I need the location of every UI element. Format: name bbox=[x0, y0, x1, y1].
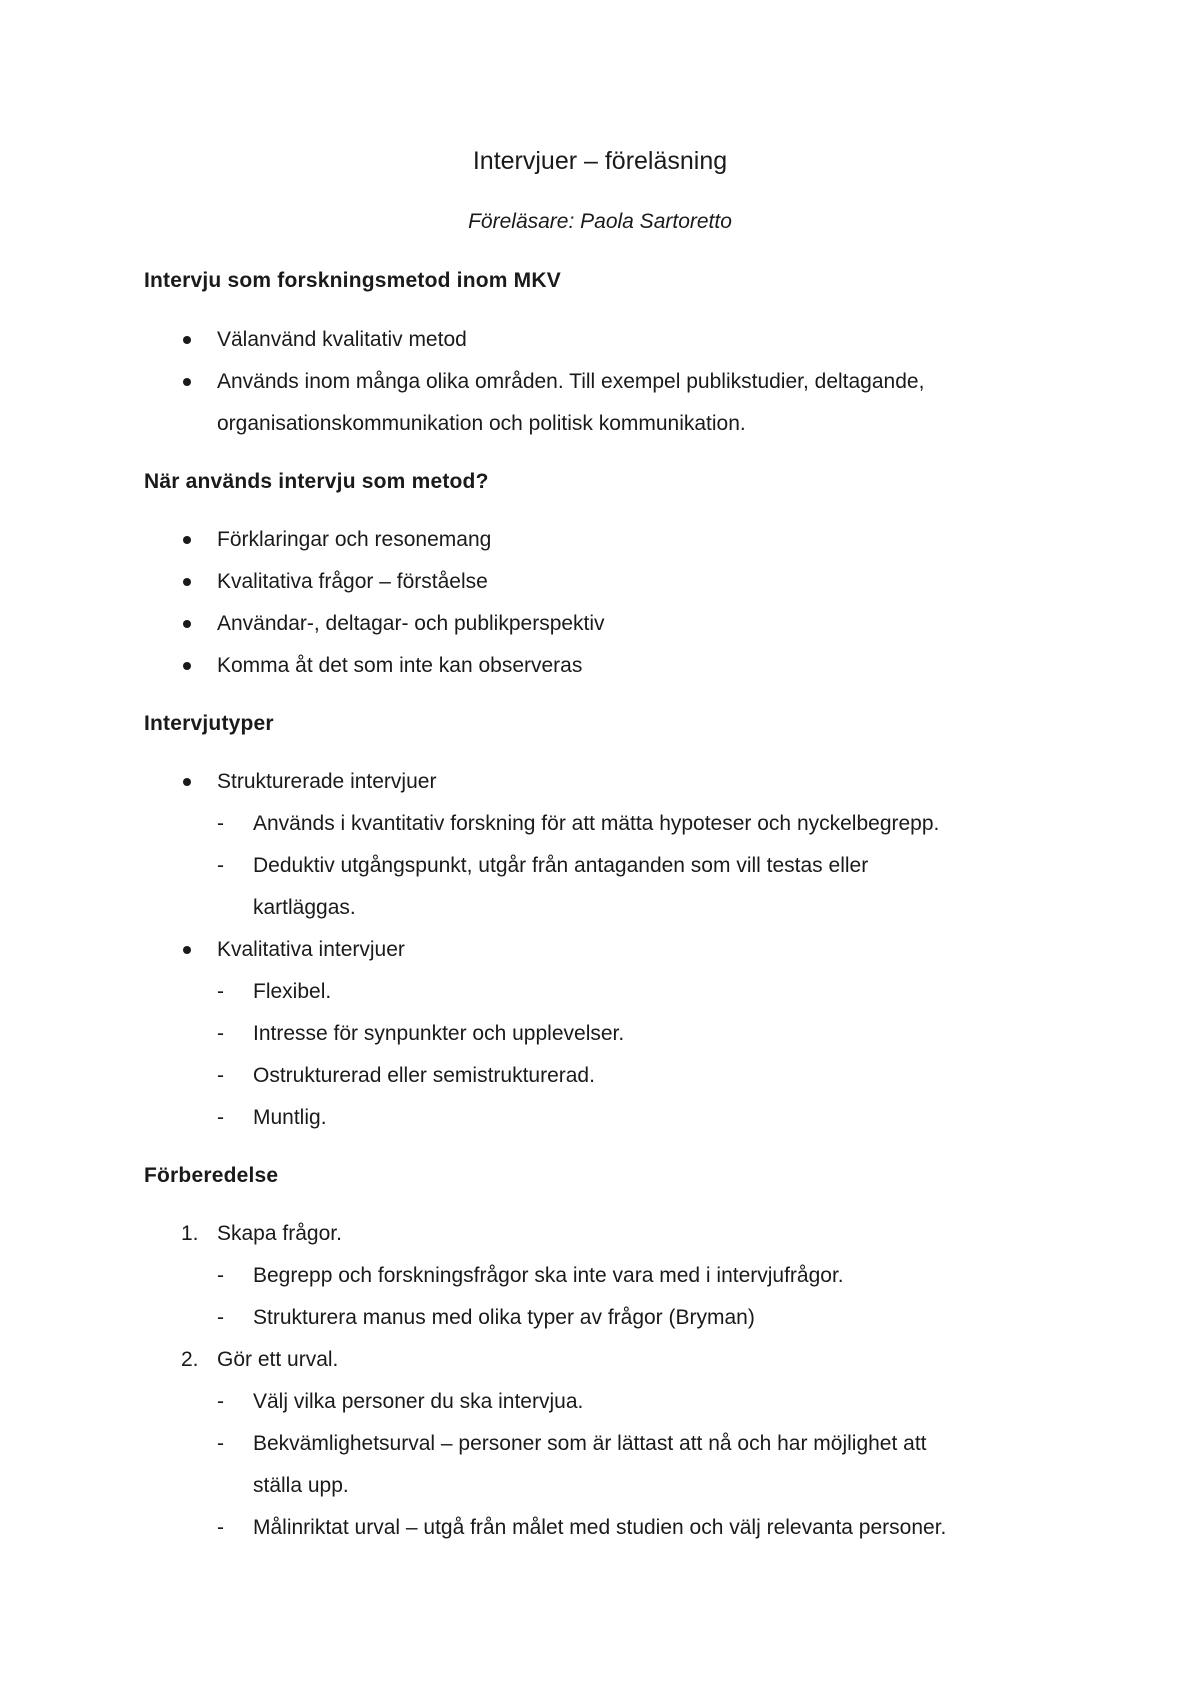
bullet-dot-icon bbox=[183, 336, 191, 344]
bullet-dot-icon bbox=[183, 378, 191, 386]
document-title: Intervjuer – föreläsning bbox=[472, 147, 728, 175]
sub-list-item-continuation: ställa upp. bbox=[253, 1474, 349, 1497]
section-heading-when: När används intervju som metod? bbox=[144, 470, 489, 493]
list-item-continuation: organisationskommunikation och politisk kommunikation. bbox=[217, 412, 746, 435]
sub-list-item: Muntlig. bbox=[253, 1106, 327, 1129]
bullet-dot-icon bbox=[183, 578, 191, 586]
dash-marker: - bbox=[217, 1390, 224, 1413]
list-item: Kvalitativa intervjuer bbox=[217, 938, 405, 961]
sub-list-item: Strukturera manus med olika typer av frågor (Bryman) bbox=[253, 1306, 755, 1329]
sub-list-item: Välj vilka personer du ska intervjua. bbox=[253, 1390, 584, 1413]
bullet-dot-icon bbox=[183, 946, 191, 954]
list-item: Strukturerade intervjuer bbox=[217, 770, 437, 793]
numbered-list-item: Skapa frågor. bbox=[217, 1222, 342, 1245]
dash-marker: - bbox=[217, 812, 224, 835]
sub-list-item-continuation: kartläggas. bbox=[253, 896, 356, 919]
sub-list-item: Används i kvantitativ forskning för att mätta hypoteser och nyckelbegrepp. bbox=[253, 812, 940, 835]
sub-list-item: Flexibel. bbox=[253, 980, 332, 1003]
list-number: 1. bbox=[181, 1222, 199, 1245]
sub-list-item: Målinriktat urval – utgå från målet med studien och välj relevanta personer. bbox=[253, 1516, 947, 1539]
list-item: Används inom många olika områden. Till exempel publikstudier, deltagande, bbox=[217, 370, 925, 393]
sub-list-item: Begrepp och forskningsfrågor ska inte vara med i intervjufrågor. bbox=[253, 1264, 844, 1287]
numbered-list-item: Gör ett urval. bbox=[217, 1348, 339, 1371]
list-item: Välanvänd kvalitativ metod bbox=[217, 328, 467, 351]
section-heading-types: Intervjutyper bbox=[144, 712, 274, 735]
dash-marker: - bbox=[217, 1306, 224, 1329]
list-item: Kvalitativa frågor – förståelse bbox=[217, 570, 488, 593]
list-item: Användar-, deltagar- och publikperspektiv bbox=[217, 612, 605, 635]
bullet-dot-icon bbox=[183, 662, 191, 670]
dash-marker: - bbox=[217, 1264, 224, 1287]
dash-marker: - bbox=[217, 1516, 224, 1539]
dash-marker: - bbox=[217, 854, 224, 877]
section-heading-mkv: Intervju som forskningsmetod inom MKV bbox=[144, 269, 561, 292]
document-subtitle: Föreläsare: Paola Sartoretto bbox=[468, 210, 732, 233]
list-number: 2. bbox=[181, 1348, 199, 1371]
sub-list-item: Bekvämlighetsurval – personer som är lättast att nå och har möjlighet att bbox=[253, 1432, 927, 1455]
bullet-dot-icon bbox=[183, 778, 191, 786]
bullet-dot-icon bbox=[183, 620, 191, 628]
list-item: Komma åt det som inte kan observeras bbox=[217, 654, 583, 677]
dash-marker: - bbox=[217, 1106, 224, 1129]
list-item: Förklaringar och resonemang bbox=[217, 528, 492, 551]
sub-list-item: Intresse för synpunkter och upplevelser. bbox=[253, 1022, 625, 1045]
sub-list-item: Deduktiv utgångspunkt, utgår från antaganden som vill testas eller bbox=[253, 854, 869, 877]
bullet-dot-icon bbox=[183, 536, 191, 544]
dash-marker: - bbox=[217, 1064, 224, 1087]
sub-list-item: Ostrukturerad eller semistrukturerad. bbox=[253, 1064, 595, 1087]
dash-marker: - bbox=[217, 980, 224, 1003]
dash-marker: - bbox=[217, 1022, 224, 1045]
dash-marker: - bbox=[217, 1432, 224, 1455]
section-heading-preparation: Förberedelse bbox=[144, 1164, 279, 1187]
